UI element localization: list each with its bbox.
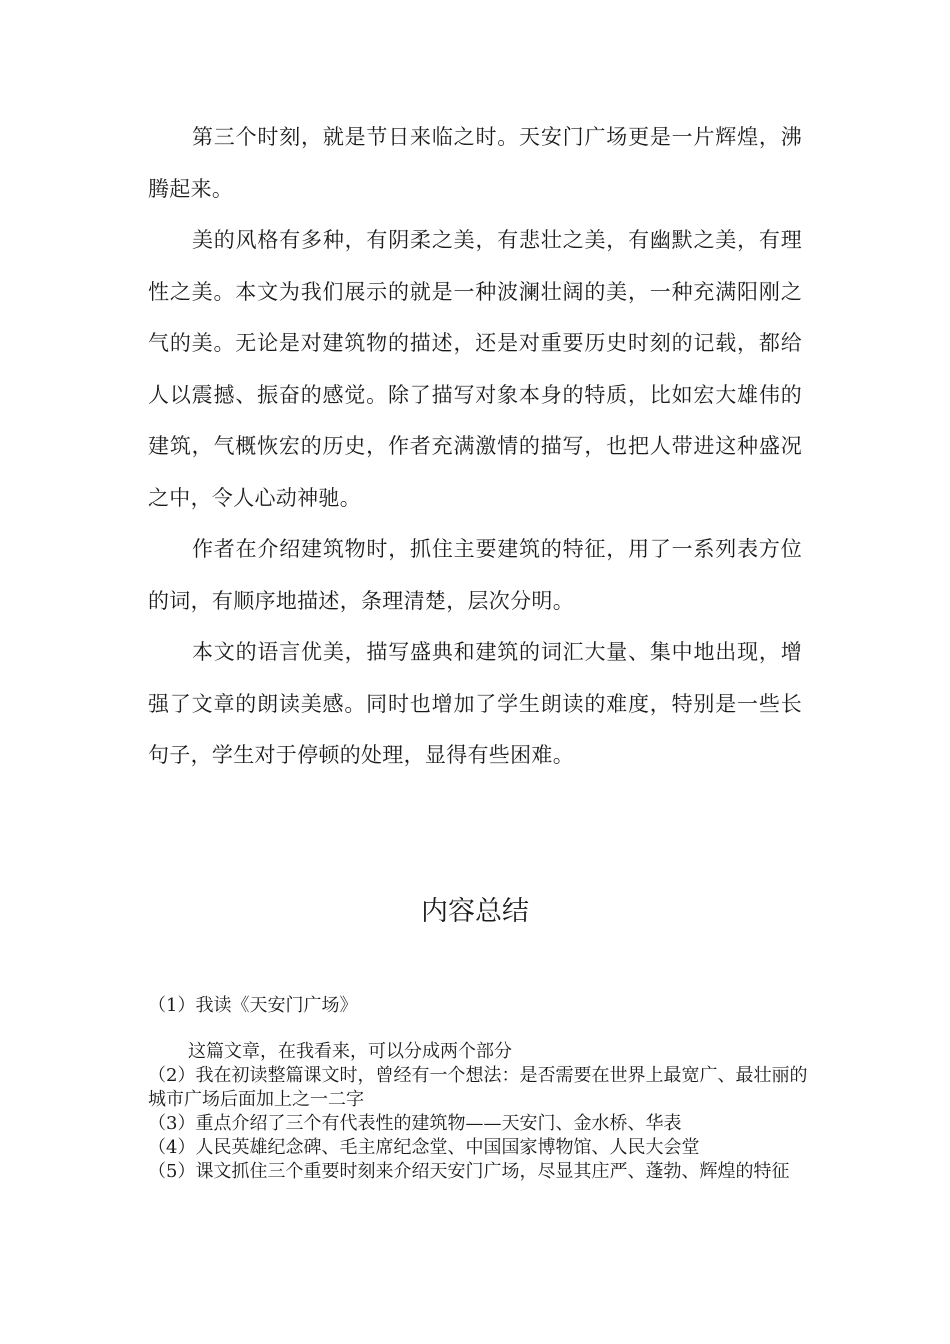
paragraph: 本文的语言优美，描写盛典和建筑的词汇大量、集中地出现，增强了文章的朗读美感。同时也增加了学生朗读的难度，特别是一些长句子，学生对于停顿的处理，显得有些困难。	[148, 640, 802, 767]
summary-item-5: （5）课文抓住三个重要时刻来介绍天安门广场，尽显其庄严、蓬勃、辉煌的特征	[148, 1161, 790, 1182]
paragraph: 第三个时刻，就是节日来临之时。天安门广场更是一片辉煌，沸腾起来。	[148, 125, 802, 201]
summary-item-2: （2）我在初读整篇课文时，曾经有一个想法：是否需要在世界上最宽广、最壮丽的城市广场后面加上之一二字	[148, 1065, 808, 1110]
paragraph: 作者在介绍建筑物时，抓住主要建筑的特征，用了一系列表方位的词，有顺序地描述，条理清楚，层次分明。	[148, 537, 802, 613]
summary-item-1-detail: 这篇文章，在我看来，可以分成两个部分	[188, 1041, 512, 1062]
summary-item-1: （1）我读《天安门广场》	[148, 995, 358, 1016]
body-text	[148, 112, 802, 782]
summary-item-4: （4）人民英雄纪念碑、毛主席纪念堂、中国国家博物馆、人民大会堂	[148, 1137, 700, 1158]
summary-list	[148, 1040, 808, 1184]
summary-item-3: （3）重点介绍了三个有代表性的建筑物——天安门、金水桥、华表	[148, 1113, 682, 1134]
paragraph: 美的风格有多种，有阴柔之美，有悲壮之美，有幽默之美，有理性之美。本文为我们展示的就是一种波澜壮阔的美，一种充满阳刚之气的美。无论是对建筑物的描述，还是对重要历史时刻的记载，都给人以震撼、振奋的感觉。除了描写对象本身的特质，比如宏大雄伟的建筑，气概恢宏的历史，作者充满激情的描写，也把人带进这种盛况之中，令人心动神驰。	[148, 228, 802, 510]
summary-title: 内容总结	[421, 896, 529, 927]
